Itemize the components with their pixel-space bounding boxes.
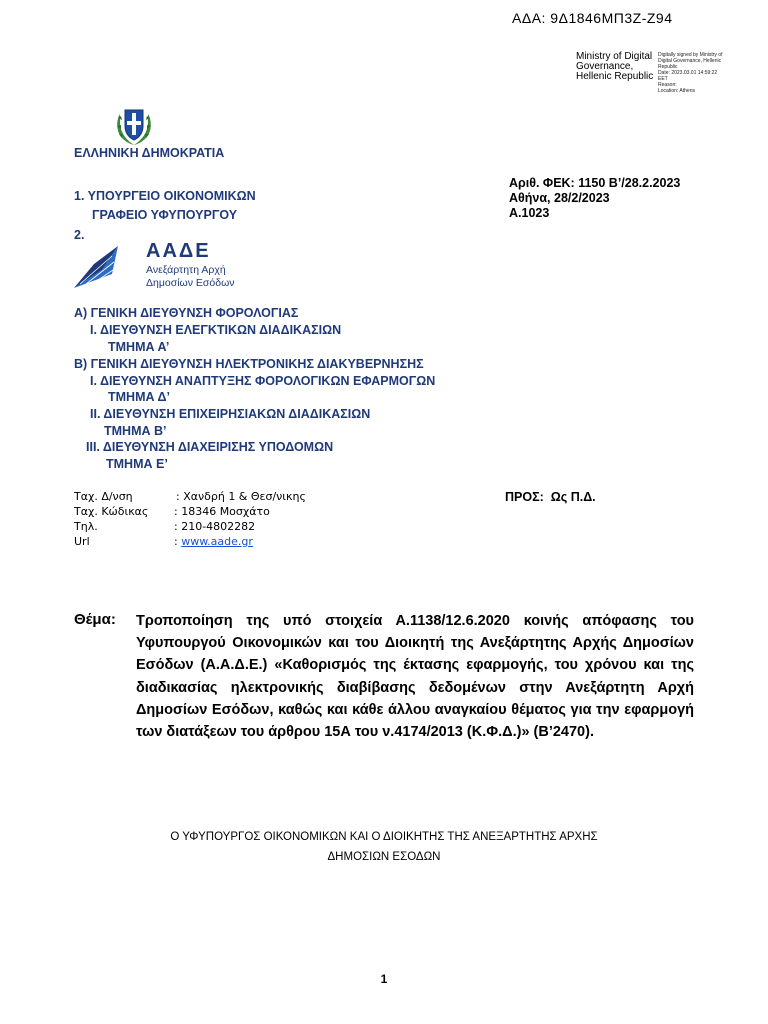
signatories-heading-line-2: ΔΗΜΟΣΙΩΝ ΕΣΟΔΩΝ (327, 851, 441, 863)
signature-detail-line: Digital Governance, Hellenic (658, 58, 722, 64)
republic-title: ΕΛΛΗΝΙΚΗ ΔΗΜΟΚΡΑΤΙΑ (74, 146, 225, 160)
signature-detail-line: Date: 2023.03.01 14:59:22 (658, 70, 718, 76)
subject-text: Τροποποίηση της υπό στοιχεία Α.1138/12.6.2020 κοινής απόφασης του Υφυπουργού Οικονομικών και του Διοικητή της Ανεξάρτητης Αρχής Δημοσίων Εσόδων (Α.Α.Δ.Ε.) «Καθορισμός της έκτασης εφαρμογής, του χρόνου και της διαδικασίας ηλεκτρονικής διαβίβασης δεδομένων στην Ανεξάρτητη Αρχή Δημοσίων Εσόδων, καθώς και κάθε άλλου αναγκαίου θέματος για την εφαρμογή των διατάξεων του άρθρου 15Α του ν.4174/2013 (Κ.Φ.Δ.)» (Β’2470). (136, 613, 694, 741)
contact-value-postcode: : 18346 Μοσχάτο (174, 505, 270, 518)
signature-detail-line: Reason: (658, 82, 677, 88)
signature-detail-line: EET (658, 76, 668, 82)
department-line: Β) ΓΕΝΙΚΗ ΔΙΕΥΘΥΝΣΗ ΗΛΕΚΤΡΟΝΙΚΗΣ ΔΙΑΚΥΒΕΡΝΗΣΗΣ (74, 357, 424, 371)
department-line: ΤΜΗΜΑ Α’ (108, 340, 170, 354)
aade-logo (72, 240, 242, 292)
signatories-heading-line-1: Ο ΥΦΥΠΟΥΡΓΟΣ ΟΙΚΟΝΟΜΙΚΩΝ ΚΑΙ Ο ΔΙΟΙΚΗΤΗΣ ΤΗΣ ΑΝΕΞΑΡΤΗΤΗΣ ΑΡΧΗΣ (170, 831, 598, 843)
signature-line: Governance, (576, 61, 634, 72)
digital-signature-details (658, 52, 722, 94)
office-title: ΓΡΑΦΕΙΟ ΥΦΥΠΟΥΡΓΟΥ (92, 208, 238, 222)
page-number: 1 (380, 972, 388, 986)
contact-value-address: : Χανδρή 1 & Θεσ/νικης (176, 490, 306, 503)
document-date: Αθήνα, 28/2/2023 (509, 191, 610, 205)
department-line: ΙΙ. ΔΙΕΥΘΥΝΣΗ ΕΠΙΧΕΙΡΗΣΙΑΚΩΝ ΔΙΑΔΙΚΑΣΙΩΝ (90, 407, 371, 421)
department-line: Ι. ΔΙΕΥΘΥΝΣΗ ΕΛΕΓΚΤΙΚΩΝ ΔΙΑΔΙΚΑΣΙΩΝ (90, 323, 342, 337)
department-line: Ι. ΔΙΕΥΘΥΝΣΗ ΑΝΑΠΤΥΞΗΣ ΦΟΡΟΛΟΓΙΚΩΝ ΕΦΑΡΜΟΓΩΝ (90, 374, 436, 388)
department-line: ΤΜΗΜΑ Ε’ (106, 457, 168, 471)
subject-label: Θέμα: (74, 611, 116, 628)
signature-line: Hellenic Republic (576, 71, 654, 82)
contact-value-phone: : 210-4802282 (174, 520, 256, 533)
aade-acronym: ΑΑΔΕ (146, 240, 211, 262)
aade-website-link[interactable]: www.aade.gr (181, 535, 253, 548)
department-line: ΤΜΗΜΑ Β’ (104, 424, 167, 438)
signature-line: Ministry of Digital (576, 51, 653, 62)
protocol-number: Α.1023 (509, 206, 550, 220)
aade-name-line-1: Ανεξάρτητη Αρχή (146, 264, 226, 276)
signature-detail-line: Republic (658, 64, 678, 70)
aade-logo-mark-icon (72, 244, 120, 290)
aade-name-line-2: Δημοσίων Εσόδων (146, 277, 235, 289)
contact-value-url (174, 535, 253, 548)
recipient: ΠΡΟΣ: Ως Π.Δ. (505, 490, 596, 504)
ministry-title: 1. ΥΠΟΥΡΓΕΙΟ ΟΙΚΟΝΟΜΙΚΩΝ (74, 189, 256, 203)
greek-emblem-icon (114, 104, 154, 146)
department-line: ΤΜΗΜΑ Δ’ (108, 390, 170, 404)
department-line: Α) ΓΕΝΙΚΗ ΔΙΕΥΘΥΝΣΗ ΦΟΡΟΛΟΓΙΑΣ (74, 306, 299, 320)
department-line: ΙΙΙ. ΔΙΕΥΘΥΝΣΗ ΔΙΑΧΕΙΡΙΣΗΣ ΥΠΟΔΟΜΩΝ (86, 440, 334, 454)
contact-label-postcode: Ταχ. Κώδικας (74, 505, 149, 518)
contact-label-phone: Τηλ. (74, 520, 98, 533)
contact-label-address: Ταχ. Δ/νση (74, 490, 133, 503)
ada-code: ΑΔΑ: 9Δ1846ΜΠ3Ζ-Ζ94 (512, 10, 673, 26)
signature-detail-line: Location: Athens (658, 88, 695, 94)
signature-detail-line: Digitally signed by Ministry of (658, 52, 723, 58)
url-separator: : (174, 535, 182, 548)
fek-reference: Αριθ. ΦΕΚ: 1150 Β’/28.2.2023 (509, 176, 681, 190)
item-number-2: 2. (74, 228, 85, 242)
contact-label-url: Url (74, 535, 90, 548)
digital-signature-signer (576, 52, 653, 82)
